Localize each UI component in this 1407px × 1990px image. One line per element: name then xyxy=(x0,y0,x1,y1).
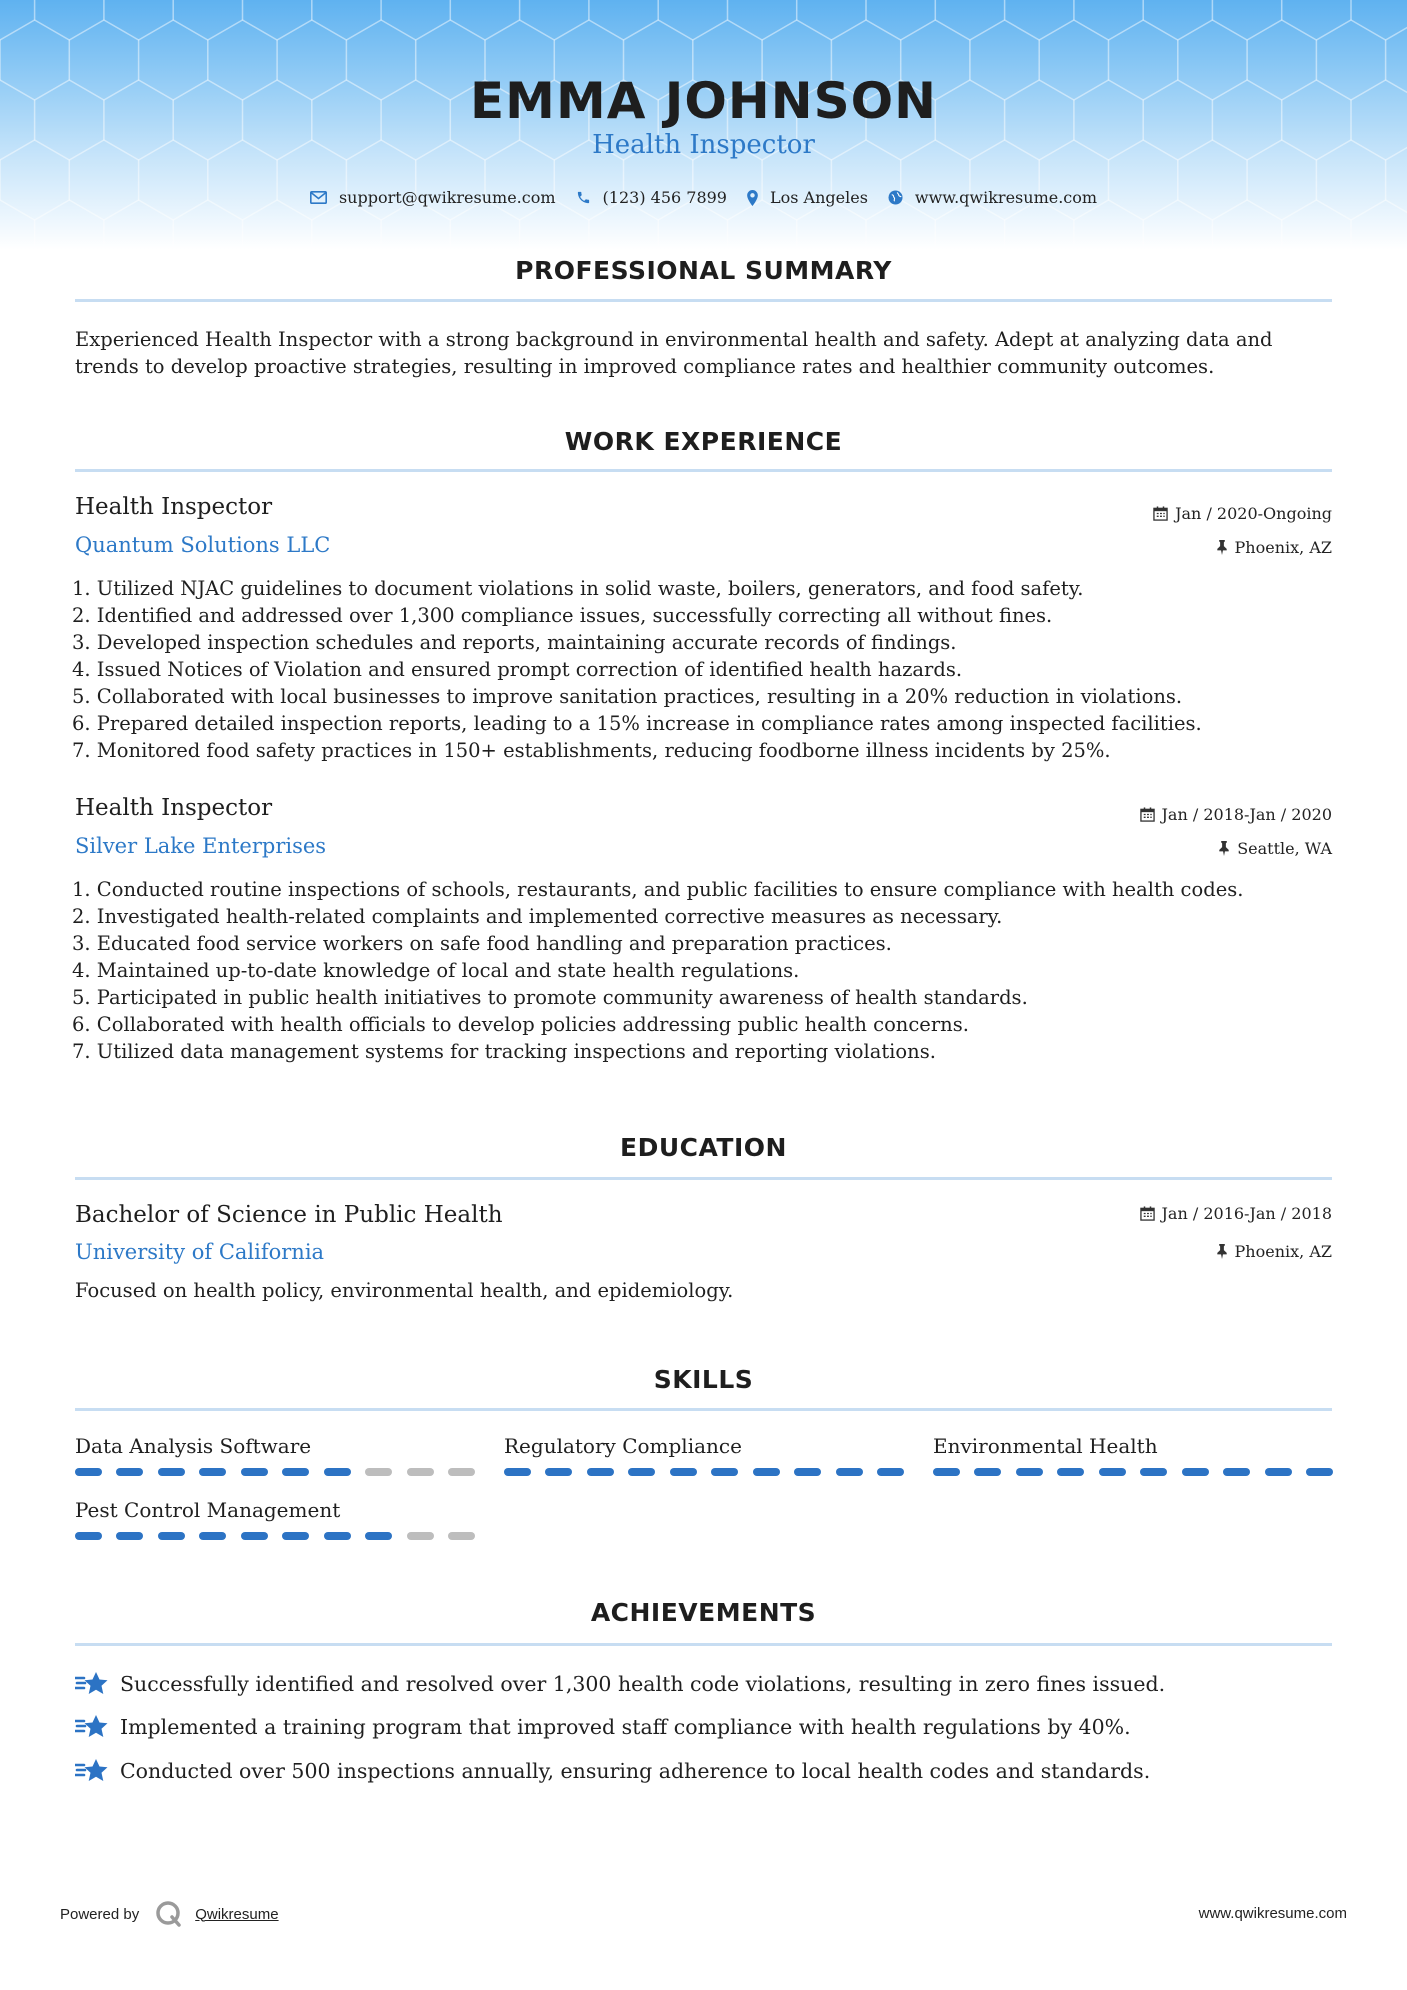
calendar-icon xyxy=(1140,807,1155,822)
skill-segment-filled xyxy=(199,1468,226,1476)
skill-name: Data Analysis Software xyxy=(75,1434,312,1458)
skill-segment-filled xyxy=(1099,1468,1126,1476)
company-name: Quantum Solutions LLC xyxy=(75,533,331,557)
qwikresume-logo-icon xyxy=(155,1900,183,1928)
contact-bar xyxy=(0,188,1407,207)
hexagon-shape xyxy=(866,0,935,40)
skill-item xyxy=(504,1434,904,1476)
list-item: 1. Conducted routine inspections of schools, restaurants, and public facilities to ensure compliance with health codes. xyxy=(72,878,1244,901)
skill-item xyxy=(75,1498,475,1540)
skill-segment-filled xyxy=(628,1468,655,1476)
hexagon-shape xyxy=(312,200,381,250)
hexagon-shape xyxy=(1074,200,1143,250)
qwikresume-link[interactable]: Qwikresume xyxy=(195,1905,279,1923)
hexagon-shape xyxy=(1143,200,1212,250)
star-icon xyxy=(75,1757,109,1785)
hexagon-shape xyxy=(935,200,1004,250)
contact-phone[interactable] xyxy=(576,188,727,207)
job-responsibilities xyxy=(72,876,1337,1065)
hexagon-shape xyxy=(797,200,866,250)
education-location xyxy=(1216,1242,1332,1261)
hexagon-shape xyxy=(728,200,797,250)
hexagon-shape xyxy=(1212,200,1281,250)
section-divider xyxy=(75,299,1332,302)
hexagon-shape xyxy=(589,0,658,40)
company-name: Silver Lake Enterprises xyxy=(75,834,327,858)
job-dates xyxy=(1140,805,1332,824)
contact-website[interactable] xyxy=(888,188,1097,207)
list-item: 3. Educated food service workers on safe food handling and preparation practices. xyxy=(72,932,892,955)
skill-segment-filled xyxy=(282,1532,309,1540)
email-text: support@qwikresume.com xyxy=(338,188,556,207)
list-item: 2. Investigated health-related complaints and implemented corrective measures as necessary. xyxy=(72,905,1003,928)
hexagon-shape xyxy=(1282,200,1351,250)
section-divider xyxy=(75,1408,1332,1411)
achievement-text: Successfully identified and resolved over 1,300 health code violations, resulting in zero fines issued. xyxy=(120,1672,1166,1696)
job-location xyxy=(1216,538,1332,557)
contact-location xyxy=(747,188,868,207)
calendar-icon xyxy=(1140,1206,1155,1221)
hexagon-shape xyxy=(520,0,589,40)
list-item: 1. Utilized NJAC guidelines to document violations in solid waste, boilers, generators, and food safety. xyxy=(72,577,1084,600)
pushpin-icon xyxy=(1216,1244,1228,1259)
achievement-text: Implemented a training program that improved staff compliance with health regulations by 40%. xyxy=(120,1715,1131,1739)
hexagon-shape xyxy=(35,0,104,40)
skill-segment-filled xyxy=(1182,1468,1209,1476)
skill-segment-filled xyxy=(974,1468,1001,1476)
skill-segment-filled xyxy=(75,1468,102,1476)
education-location-text: Phoenix, AZ xyxy=(1234,1242,1332,1261)
calendar-icon xyxy=(1153,506,1168,521)
hexagon-shape xyxy=(312,0,381,40)
skill-level-bar xyxy=(75,1468,475,1476)
hexagon-shape xyxy=(589,200,658,250)
job-responsibilities xyxy=(72,575,1337,764)
section-divider xyxy=(75,469,1332,472)
section-divider xyxy=(75,1177,1332,1180)
location-text: Los Angeles xyxy=(769,188,868,207)
job-location xyxy=(1218,839,1332,858)
list-item: 5. Participated in public health initiatives to promote community awareness of health standards. xyxy=(72,986,1028,1009)
hexagon-shape xyxy=(658,200,727,250)
hexagon-shape xyxy=(35,200,104,250)
list-item: 4. Maintained up-to-date knowledge of local and state health regulations. xyxy=(72,959,800,982)
achievement-text: Conducted over 500 inspections annually, ensuring adherence to local health codes and standards. xyxy=(120,1759,1151,1783)
section-heading-skills: SKILLS xyxy=(653,1365,754,1394)
website-text: www.qwikresume.com xyxy=(914,188,1098,207)
skill-segment-filled xyxy=(324,1468,351,1476)
hexagon-shape xyxy=(797,0,866,40)
skill-segment-empty xyxy=(407,1532,434,1540)
list-item: 6. Prepared detailed inspection reports, leading to a 15% increase in compliance rates among inspected facilities. xyxy=(72,712,1202,735)
footer-website-link[interactable]: www.qwikresume.com xyxy=(1198,1905,1347,1922)
hexagon-shape xyxy=(381,0,450,40)
skill-segment-filled xyxy=(1223,1468,1250,1476)
school-name: University of California xyxy=(75,1240,325,1264)
hexagon-shape xyxy=(1143,0,1212,40)
pushpin-icon xyxy=(1218,841,1230,856)
skill-segment-filled xyxy=(158,1468,185,1476)
job-dates xyxy=(1153,504,1332,523)
powered-by-label: Powered by xyxy=(60,1905,140,1923)
hexagon-shape xyxy=(450,0,519,40)
skill-segment-empty xyxy=(448,1468,475,1476)
job-dates-text: Jan / 2018-Jan / 2020 xyxy=(1161,805,1332,824)
hexagon-shape xyxy=(1351,0,1407,40)
hexagon-shape xyxy=(1351,200,1407,250)
job-location-text: Seattle, WA xyxy=(1237,839,1332,858)
hexagon-shape xyxy=(935,0,1004,40)
skill-segment-filled xyxy=(241,1532,268,1540)
skill-segment-filled xyxy=(324,1532,351,1540)
skill-segment-filled xyxy=(933,1468,960,1476)
map-marker-icon xyxy=(747,190,758,206)
hexagon-shape xyxy=(520,200,589,250)
skill-segment-filled xyxy=(753,1468,780,1476)
hexagon-shape xyxy=(173,0,242,40)
list-item: 5. Collaborated with local businesses to improve sanitation practices, resulting in a 20% reduction in violations. xyxy=(72,685,1183,708)
globe-icon xyxy=(888,190,903,205)
hexagon-shape xyxy=(0,0,35,40)
summary-text xyxy=(75,326,1335,380)
skill-segment-filled xyxy=(670,1468,697,1476)
skill-item xyxy=(75,1434,475,1476)
phone-icon xyxy=(576,190,591,205)
skill-segment-filled xyxy=(587,1468,614,1476)
envelope-icon xyxy=(310,191,327,204)
section-divider xyxy=(75,1643,1332,1646)
hexagon-shape xyxy=(1282,0,1351,40)
skill-segment-filled xyxy=(1265,1468,1292,1476)
candidate-name: EMMA JOHNSON xyxy=(470,72,937,130)
skill-name: Environmental Health xyxy=(933,1434,1158,1458)
hexagon-shape xyxy=(104,0,173,40)
job-dates-text: Jan / 2020-Ongoing xyxy=(1175,504,1332,523)
skill-segment-filled xyxy=(504,1468,531,1476)
skill-segment-filled xyxy=(1057,1468,1084,1476)
skill-level-bar xyxy=(504,1468,904,1476)
footer-powered-by xyxy=(60,1900,279,1928)
hexagon-shape xyxy=(1005,200,1074,250)
skill-segment-empty xyxy=(365,1468,392,1476)
skill-name: Pest Control Management xyxy=(75,1498,341,1522)
hexagon-shape xyxy=(1005,0,1074,40)
section-heading-experience: WORK EXPERIENCE xyxy=(564,427,843,456)
hexagon-shape xyxy=(1074,0,1143,40)
list-item: 7. Utilized data management systems for tracking inspections and reporting violations. xyxy=(72,1040,936,1063)
skill-level-bar xyxy=(933,1468,1333,1476)
hexagon-shape xyxy=(1212,0,1281,40)
education-dates xyxy=(1140,1204,1332,1223)
skill-segment-filled xyxy=(75,1532,102,1540)
hexagon-shape xyxy=(381,200,450,250)
list-item: 3. Developed inspection schedules and reports, maintaining accurate records of findings. xyxy=(72,631,957,654)
skill-name: Regulatory Compliance xyxy=(504,1434,742,1458)
section-heading-education: EDUCATION xyxy=(620,1133,787,1162)
skill-segment-filled xyxy=(158,1532,185,1540)
achievement-item xyxy=(75,1713,1131,1741)
skill-segment-filled xyxy=(711,1468,738,1476)
summary-line: trends to develop proactive strategies, resulting in improved compliance rates and healthier community outcomes. xyxy=(75,355,1215,378)
skill-segment-filled xyxy=(282,1468,309,1476)
contact-email[interactable] xyxy=(310,188,556,207)
summary-line: Experienced Health Inspector with a strong background in environmental health and safety. Adept at analyzing data and xyxy=(75,328,1273,351)
skill-segment-filled xyxy=(199,1532,226,1540)
hexagon-shape xyxy=(866,200,935,250)
list-item: 4. Issued Notices of Violation and ensured prompt correction of identified health hazards. xyxy=(72,658,963,681)
skill-level-bar xyxy=(75,1532,475,1540)
skill-segment-filled xyxy=(1306,1468,1333,1476)
list-item: 2. Identified and addressed over 1,300 compliance issues, successfully correcting all without fines. xyxy=(72,604,1053,627)
skill-segment-filled xyxy=(116,1468,143,1476)
achievement-item xyxy=(75,1757,1150,1785)
skill-segment-filled xyxy=(1016,1468,1043,1476)
pushpin-icon xyxy=(1216,540,1228,555)
education-dates-text: Jan / 2016-Jan / 2018 xyxy=(1161,1204,1332,1223)
hexagon-shape xyxy=(450,200,519,250)
hexagon-shape xyxy=(173,200,242,250)
hexagon-shape xyxy=(658,0,727,40)
section-heading-achievements: ACHIEVEMENTS xyxy=(590,1598,817,1627)
hexagon-shape xyxy=(728,0,797,40)
phone-text: (123) 456 7899 xyxy=(602,188,727,207)
skill-segment-empty xyxy=(407,1468,434,1476)
job-location-text: Phoenix, AZ xyxy=(1234,538,1332,557)
skill-segment-filled xyxy=(877,1468,904,1476)
list-item: 7. Monitored food safety practices in 150+ establishments, reducing foodborne illness incidents by 25%. xyxy=(72,739,1111,762)
hexagon-shape xyxy=(243,200,312,250)
skill-segment-filled xyxy=(545,1468,572,1476)
skill-segment-filled xyxy=(1140,1468,1167,1476)
skill-item xyxy=(933,1434,1333,1476)
star-icon xyxy=(75,1713,109,1741)
education-description: Focused on health policy, environmental health, and epidemiology. xyxy=(75,1279,734,1302)
section-heading-summary: PROFESSIONAL SUMMARY xyxy=(515,256,892,285)
star-icon xyxy=(75,1670,109,1698)
job-title: Health Inspector xyxy=(75,795,273,821)
job-title: Health Inspector xyxy=(75,494,273,520)
skill-segment-filled xyxy=(794,1468,821,1476)
skill-segment-filled xyxy=(241,1468,268,1476)
skill-segment-filled xyxy=(836,1468,863,1476)
candidate-title: Health Inspector xyxy=(592,130,815,160)
skill-segment-empty xyxy=(448,1532,475,1540)
hexagon-shape xyxy=(0,200,35,250)
list-item: 6. Collaborated with health officials to develop policies addressing public health concerns. xyxy=(72,1013,969,1036)
skill-segment-filled xyxy=(365,1532,392,1540)
degree-title: Bachelor of Science in Public Health xyxy=(75,1202,503,1228)
hexagon-shape xyxy=(243,0,312,40)
skill-segment-filled xyxy=(116,1532,143,1540)
achievement-item xyxy=(75,1670,1165,1698)
hexagon-shape xyxy=(104,200,173,250)
